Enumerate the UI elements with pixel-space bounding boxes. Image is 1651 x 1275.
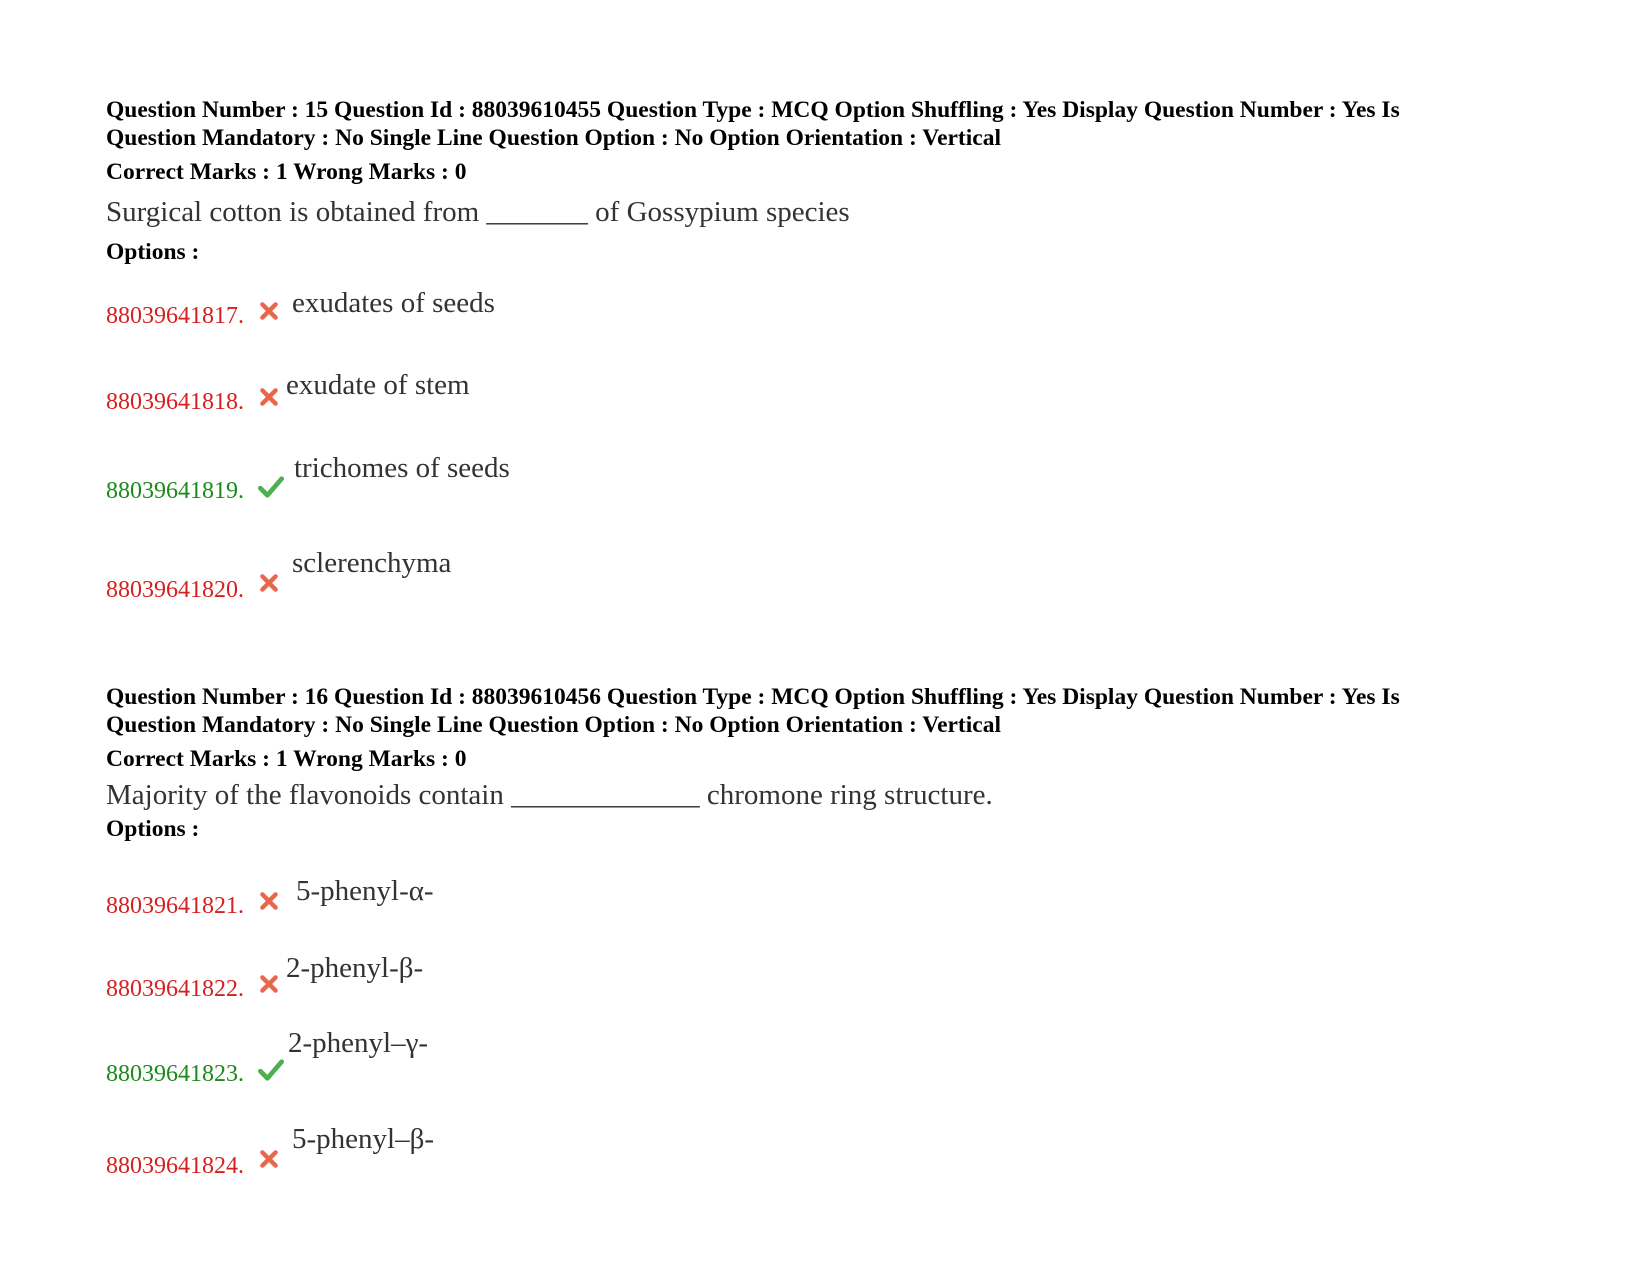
option-id: 88039641818. [106,389,244,415]
options-label: Options : [106,816,200,842]
option-text: exudates of seeds [292,287,495,319]
question-text: Majority of the flavonoids contain _____________ chromone ring structure. [106,779,993,811]
cross-icon [258,1148,280,1170]
check-icon [258,1058,284,1082]
question-block-15 [106,96,1526,266]
question-marks: Correct Marks : 1 Wrong Marks : 0 [106,746,467,772]
options-label: Options : [106,239,200,265]
cross-icon [258,386,280,408]
question-meta-line-2: Question Mandatory : No Single Line Question Option : No Option Orientation : Vertical [106,125,1001,151]
option-text: trichomes of seeds [294,452,510,484]
option-id: 88039641823. [106,1061,244,1087]
option-id: 88039641822. [106,976,244,1002]
question-block-16 [106,683,1526,843]
cross-icon [258,973,280,995]
option-text: 5-phenyl–β- [292,1123,434,1155]
option-id: 88039641824. [106,1153,244,1179]
option-id: 88039641817. [106,303,244,329]
question-marks: Correct Marks : 1 Wrong Marks : 0 [106,159,467,185]
question-meta-line-1: Question Number : 15 Question Id : 88039610455 Question Type : MCQ Option Shuffling : Yes Display Question Number : Yes Is [106,97,1400,123]
option-id: 88039641819. [106,478,244,504]
option-text: exudate of stem [286,369,470,401]
option-text: 2-phenyl-β- [286,952,424,984]
option-text: 5-phenyl-α- [296,875,434,907]
check-icon [258,475,284,499]
cross-icon [258,300,280,322]
option-id: 88039641821. [106,893,244,919]
cross-icon [258,890,280,912]
option-id: 88039641820. [106,577,244,603]
option-text: 2-phenyl–γ- [288,1027,429,1059]
question-meta-line-1: Question Number : 16 Question Id : 88039610456 Question Type : MCQ Option Shuffling : Yes Display Question Number : Yes Is [106,684,1400,710]
cross-icon [258,572,280,594]
option-text: sclerenchyma [292,547,452,579]
question-meta-line-2: Question Mandatory : No Single Line Question Option : No Option Orientation : Vertical [106,712,1001,738]
question-text: Surgical cotton is obtained from _______ of Gossypium species [106,196,850,228]
